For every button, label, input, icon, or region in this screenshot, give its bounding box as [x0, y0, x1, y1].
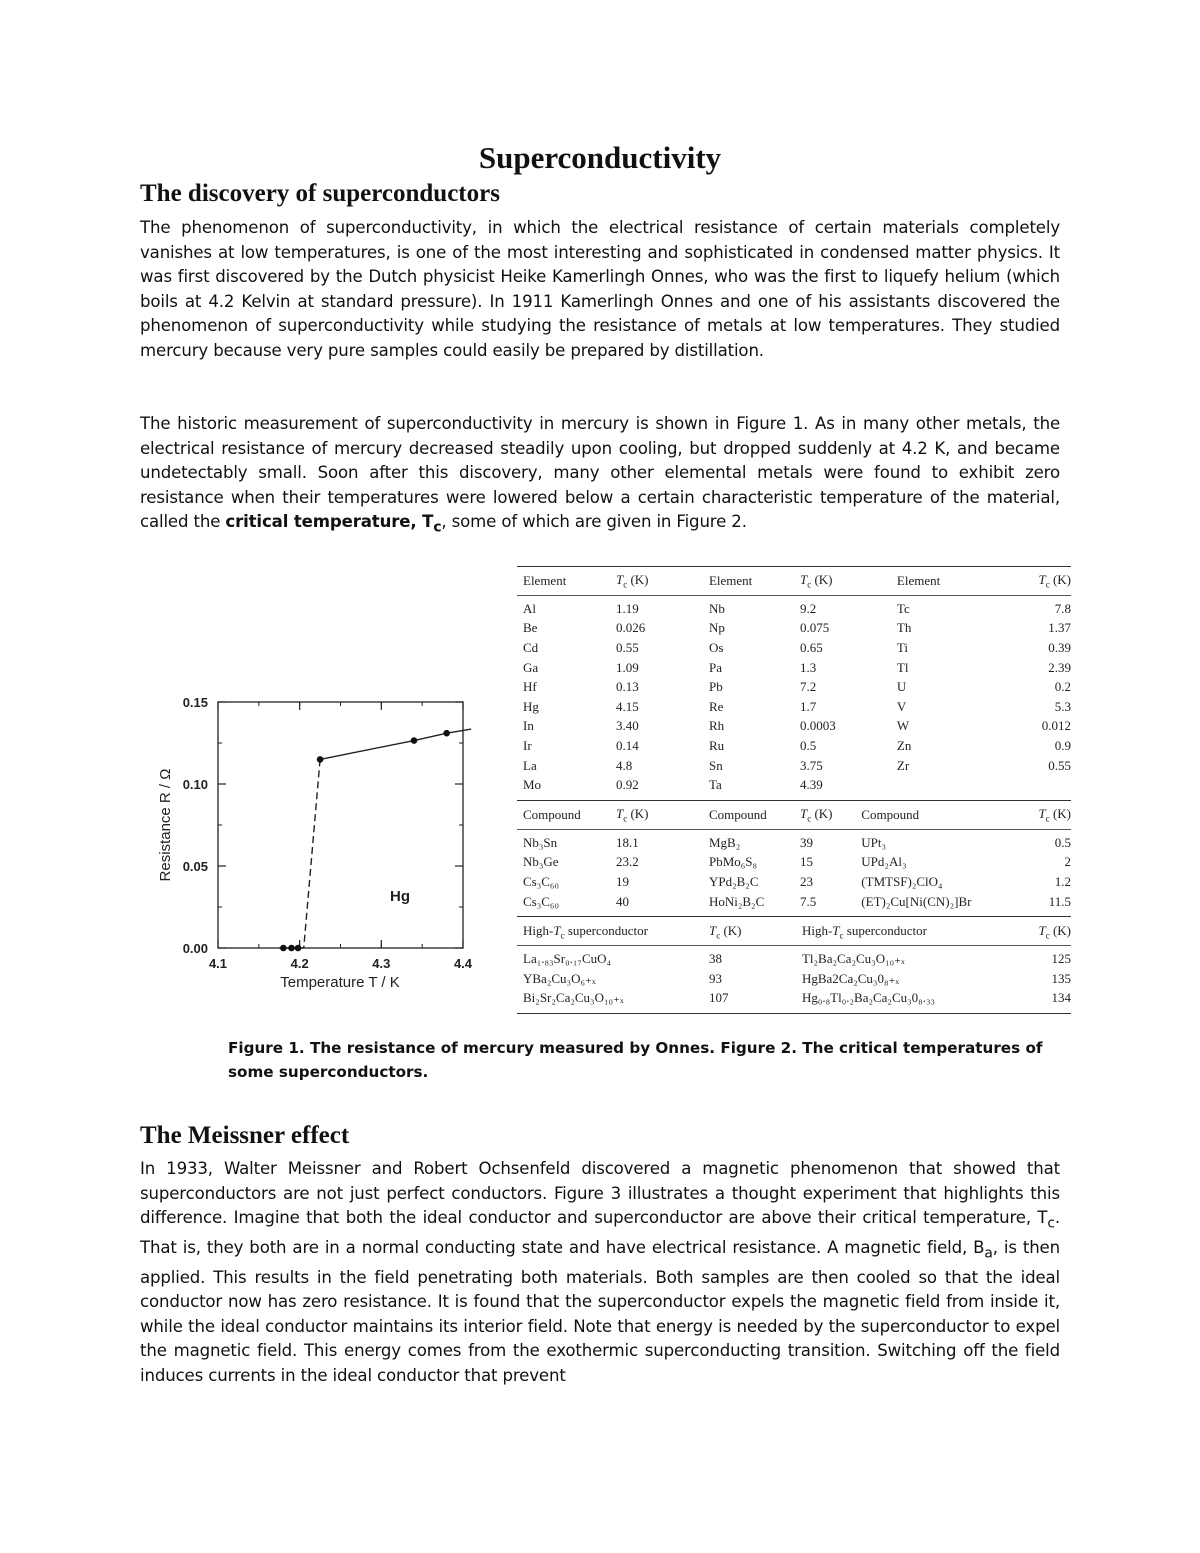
table-cell: La₁.₈₃Sr₀.₁₇CuO₄ [523, 951, 612, 967]
table-cell: 11.5 [1048, 893, 1071, 909]
compounds-table [517, 800, 1071, 916]
elements-body [517, 596, 1071, 800]
figure-caption: Figure 1. The resistance of mercury measured by Onnes. Figure 2. The critical temperatures of some superconductors. [228, 1039, 1043, 1081]
table-cell: 0.5 [1054, 834, 1071, 850]
figure-2-table [517, 566, 1071, 1014]
table-cell: 93 [708, 970, 722, 986]
table-header-cell: $T_c$ (K) [708, 922, 742, 941]
section-heading-discovery: The discovery of superconductors [140, 180, 500, 207]
table-row [517, 638, 1071, 658]
y-tick-labels [183, 695, 208, 956]
table-cell: Th [896, 620, 912, 636]
table-cell: Ga [523, 659, 539, 675]
x-tick-label: 4.4 [453, 956, 473, 971]
table-cell: Cs₃C₆₀ [523, 893, 559, 909]
table-cell: 0.92 [615, 777, 639, 793]
table-cell: Hg [523, 698, 539, 714]
table-cell: 1.37 [1048, 620, 1071, 636]
table-cell: Ir [523, 737, 532, 753]
table-cell: (ET)₂Cu[Ni(CN)₂]Br [861, 893, 972, 909]
table-header-cell: $T_c$ (K) [1038, 572, 1071, 590]
x-tick-label: 4.3 [372, 956, 391, 971]
table-row [517, 775, 1071, 795]
table-cell: La [523, 757, 537, 773]
table-cell: Cs₃C₆₀ [523, 873, 559, 889]
figure-1-chart [150, 690, 480, 1000]
table-header-cell: $T_c$ (K) [615, 806, 649, 824]
paragraph-discovery: The phenomenon of superconductivity, in which the electrical resistance of certain materials completely vanishes at low temperatures, is one of the most interesting and sophisticated in condensed matter physics. It was first discovered by the Dutch physicist Heike Kamerlingh Onnes, who was the first to liquefy helium (which boils at 4.2 Kelvin at standard pressure). In 1911 Kamerlingh Onnes and one of his assistants discovered the phenomenon of superconductivity while studying the resistance of metals at low temperatures. They studied mercury because very pure samples could easily be prepared by distillation. [140, 218, 1060, 360]
table-cell: HgBa2Ca₂Cu₃0₈₊ₓ [801, 970, 900, 986]
table-cell: 0.9 [1054, 737, 1071, 753]
elements-header-row [517, 567, 1071, 596]
table-cell: In [523, 718, 534, 734]
table-cell: 0.39 [1048, 639, 1071, 655]
table-row [517, 872, 1071, 892]
table-header-cell: $T_c$ (K) [1038, 922, 1071, 941]
table-cell: Mo [523, 777, 542, 793]
table-cell: (TMTSF)₂ClO₄ [861, 873, 943, 889]
table-header-cell: $T_c$ (K) [615, 572, 649, 590]
table-cell: 0.026 [615, 620, 646, 636]
table-header-cell: High-$T_c$ superconductor [801, 922, 927, 941]
table-cell: U [896, 679, 907, 695]
table-row [517, 969, 1071, 989]
table-cell: Os [708, 639, 724, 655]
table-cell: Tc [896, 600, 910, 616]
table-cell: 3.40 [615, 718, 639, 734]
table-cell: Nb₃Ge [523, 854, 559, 870]
table-row [517, 833, 1071, 853]
table-cell: Pb [708, 679, 723, 695]
table-cell: 0.2 [1054, 679, 1071, 695]
table-header-cell: Compound [523, 806, 581, 822]
table-header-cell: $T_c$ (K) [799, 572, 833, 590]
table-cell: 1.3 [799, 659, 817, 675]
table-cell: 135 [1051, 970, 1071, 986]
paragraph-text: The historic measurement of superconductivity in mercury is shown in Figure 1. As in many other metals, the electrical resistance of mercury decreased steadily upon cooling, but dropped suddenly at 4.2 K, and became undetectably small. Soon after this discovery, many other elemental metals were found to exhibit zero resistance when their temperatures were lowered below a certain characteristic temperature of the material, called the [140, 414, 1060, 531]
paragraph-text-end: , some of which are given in Figure 2. [441, 512, 747, 531]
table-row [517, 697, 1071, 717]
page-title: Superconductivity [478, 140, 722, 175]
table-row [517, 989, 1071, 1009]
table-cell: 0.13 [615, 679, 639, 695]
high-tc-body [517, 946, 1071, 1013]
table-cell: 3.75 [799, 757, 823, 773]
table-row [517, 677, 1071, 697]
table-row [517, 736, 1071, 756]
table-cell: 40 [615, 893, 629, 909]
table-row [517, 853, 1071, 873]
table-cell: 1.09 [615, 659, 639, 675]
table-cell: 2.39 [1048, 659, 1071, 675]
axis-ticks [218, 702, 463, 948]
table-cell: Ru [708, 737, 725, 753]
table-cell: V [896, 698, 907, 714]
table-cell: 7.2 [799, 679, 817, 695]
table-row [517, 892, 1071, 912]
data-series [279, 729, 471, 948]
y-tick-label: 0.15 [182, 695, 208, 710]
section-heading-meissner: The Meissner effect [140, 1122, 350, 1149]
table-cell: 4.39 [799, 777, 823, 793]
table-cell: 18.1 [615, 834, 639, 850]
data-point [288, 945, 295, 952]
table-cell: 0.65 [799, 639, 823, 655]
table-header-cell: Compound [708, 806, 767, 822]
table-cell: MgB₂ [708, 834, 741, 850]
table-cell: Nb [708, 600, 725, 616]
x-axis-label: Temperature T / K [280, 974, 400, 991]
table-cell: 1.19 [615, 600, 639, 616]
table-cell: 39 [799, 834, 813, 850]
table-cell: 23 [799, 873, 813, 889]
y-tick-label: 0.05 [182, 859, 208, 874]
table-cell: 19 [615, 873, 629, 889]
table-cell: 4.15 [615, 698, 639, 714]
table-cell: Al [523, 600, 536, 616]
table-cell: 107 [708, 990, 729, 1006]
plot-frame [218, 702, 463, 948]
table-cell: Ti [896, 639, 909, 655]
table-cell: 0.5 [799, 737, 817, 753]
table-cell: Zn [896, 737, 912, 753]
table-cell: Np [708, 620, 725, 636]
table-cell: 4.8 [615, 757, 633, 773]
table-cell: 0.14 [615, 737, 639, 753]
y-axis-label: Resistance R / Ω [157, 768, 174, 882]
table-cell: 2 [1064, 854, 1071, 870]
table-header-cell: Element [708, 573, 753, 588]
table-cell: Re [708, 698, 724, 714]
x-tick-label: 4.2 [290, 956, 309, 971]
table-cell: 23.2 [615, 854, 639, 870]
data-point [411, 737, 418, 744]
table-cell: 7.8 [1054, 600, 1071, 616]
table-row [517, 619, 1071, 639]
table-cell: 0.55 [615, 639, 639, 655]
table-cell: 0.012 [1041, 718, 1071, 734]
y-tick-label: 0.00 [182, 941, 208, 956]
table-cell: Tl₂Ba₂Ca₂Cu₃O₁₀₊ₓ [801, 951, 905, 967]
critical-temperature-term: critical temperature, $T_c$ [225, 512, 442, 536]
table-cell: Bi₂Sr₂Ca₂Cu₃O₁₀₊ₓ [523, 990, 624, 1006]
x-tick-label: 4.1 [208, 956, 228, 971]
table-cell: 38 [708, 951, 722, 967]
table-cell: 1.2 [1054, 873, 1071, 889]
table-cell: 0.55 [1048, 757, 1071, 773]
table-cell: Hf [523, 679, 537, 695]
table-cell: 15 [799, 854, 813, 870]
hg-annotation: Hg [390, 888, 410, 905]
table-cell: UPd₂Al₃ [861, 854, 907, 870]
paragraph-meissner: In 1933, Walter Meissner and Robert Ochsenfeld discovered a magnetic phenomenon that showed that superconductors are not just perfect conductors. Figure 3 illustrates a thought experiment that highlights this difference. Imagine that both the ideal conductor and superconductor are above their critical temperature, $T_c$. That is, they both are in a normal conducting state and have electrical resistance. A magnetic field, $B_a$, is then applied. This results in the field penetrating both materials. Both samples are then cooled so that the ideal conductor now has zero resistance. It is found that the superconductor expels the magnetic field from inside it, while the ideal conductor maintains its interior field. Note that energy is needed by the superconductor to expel the magnetic field. This energy comes from the exothermic superconducting transition. Switching off the field induces currents in the ideal conductor that prevent [140, 1159, 1060, 1385]
table-cell: Be [523, 620, 538, 636]
y-tick-label: 0.10 [182, 777, 208, 792]
table-cell: Tl [896, 659, 909, 675]
table-cell: Sn [708, 757, 723, 773]
table-cell: W [896, 718, 910, 734]
data-point [443, 730, 450, 737]
paragraph-historic-measurement [140, 412, 1060, 540]
table-row [517, 756, 1071, 776]
table-cell: YBa₂Cu₃O₆₊ₓ [523, 970, 596, 986]
table-cell: Zr [896, 757, 910, 773]
table-cell: YPd₂B₂C [708, 873, 759, 889]
table-header-cell: Element [523, 573, 567, 588]
table-cell: 9.2 [799, 600, 817, 616]
table-cell: HoNi₂B₂C [708, 893, 765, 909]
data-points [280, 730, 450, 951]
table-cell: Pa [708, 659, 722, 675]
table-row [517, 658, 1071, 678]
table-cell: UPt₃ [861, 834, 887, 850]
high-tc-table [517, 916, 1071, 1014]
table-header-cell: Compound [861, 806, 920, 822]
elements-table [517, 566, 1071, 800]
table-header-cell: $T_c$ (K) [1038, 806, 1071, 824]
table-row [517, 599, 1071, 619]
table-cell: 0.0003 [799, 718, 836, 734]
table-header-cell: High-$T_c$ superconductor [523, 922, 648, 941]
table-cell: PbMo₆S₈ [708, 854, 758, 870]
x-tick-labels [209, 956, 473, 971]
compounds-body [517, 830, 1071, 916]
series-line-transition [304, 759, 320, 948]
table-cell: 5.3 [1054, 698, 1071, 714]
table-cell: 7.5 [799, 893, 817, 909]
compounds-header-row [517, 801, 1071, 830]
table-row [517, 717, 1071, 737]
table-cell: 0.075 [799, 620, 830, 636]
table-row [517, 949, 1071, 969]
data-point [280, 945, 287, 952]
table-cell: Hg₀.₈Tl₀.₂Ba₂Ca₂Cu₃0₈.₃₃ [801, 990, 936, 1006]
table-cell: Ta [708, 777, 722, 793]
table-cell: Rh [708, 718, 725, 734]
high-tc-header-row [517, 917, 1071, 946]
data-point [317, 756, 324, 763]
table-cell: Cd [523, 639, 539, 655]
table-header-cell: $T_c$ (K) [799, 806, 833, 824]
table-cell: 125 [1051, 951, 1071, 967]
table-header-cell: Element [896, 573, 941, 588]
data-point [295, 945, 302, 952]
table-cell: 134 [1051, 990, 1071, 1006]
table-cell: Nb₃Sn [523, 834, 558, 850]
table-cell: 1.7 [799, 698, 817, 714]
